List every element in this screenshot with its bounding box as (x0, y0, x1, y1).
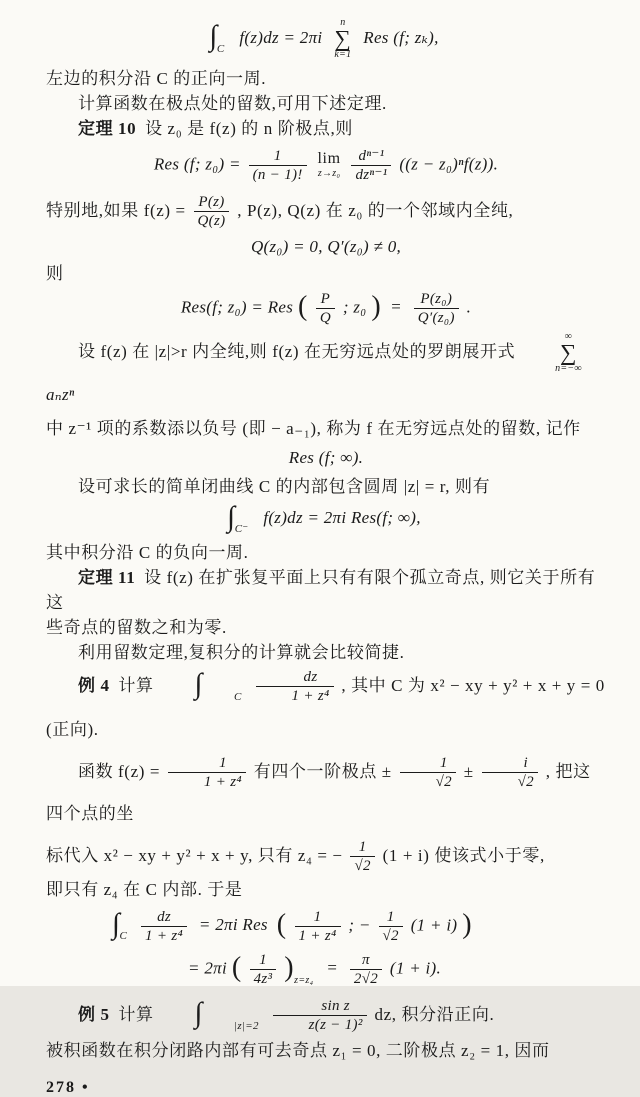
formula-example4-step2 (188, 951, 606, 988)
sigma-icon: ∑ (559, 340, 577, 366)
fraction-denominator: 4z³ (253, 970, 273, 987)
fraction-numerator: P(z₀) (414, 290, 459, 309)
formula-segment: f(z)dz = 2πi Res(f; ∞), (263, 508, 421, 528)
theorem-11 (46, 565, 606, 615)
limit-subscript: z→z₀ (317, 168, 341, 180)
example-5 (46, 994, 606, 1038)
fraction (194, 193, 230, 230)
theorem-10-text: 设 z₀ 是 f(z) 的 n 阶极点,则 (145, 118, 353, 138)
example-5-pre: 计算 (118, 1004, 154, 1024)
paragraph-substitute-coordinates (46, 835, 606, 877)
formula-segment: = 2πi Res (198, 915, 268, 935)
fraction-denominator: Q (319, 309, 331, 326)
summation-symbol (523, 332, 582, 374)
formula-q-conditions (46, 234, 606, 259)
limit-operator (317, 151, 340, 179)
integral-icon: ∫ (209, 20, 218, 53)
fraction (400, 754, 456, 791)
theorem-11-continued: 些奇点的留数之和为零. (46, 617, 227, 637)
paragraph-four-poles (46, 751, 606, 835)
fraction-numerator: 1 (168, 754, 246, 773)
formula-segment: (1 + i) (410, 915, 458, 935)
page-number: 278 • (46, 1078, 90, 1096)
fraction-denominator: dzⁿ⁻¹ (355, 166, 388, 183)
fraction-numerator: 1 (295, 908, 341, 927)
theorem-11-text: 设 f(z) 在扩张复平面上只有有限个孤立奇点, 则它关于所有这 (46, 567, 596, 612)
fraction-denominator: √2 (354, 858, 371, 875)
fraction-denominator: (n − 1)! (252, 166, 303, 183)
fraction (482, 754, 538, 791)
fraction-denominator: 1 + z⁴ (291, 688, 330, 705)
fraction (351, 147, 391, 184)
fraction (168, 754, 246, 791)
fraction-denominator: Q′(z₀) (417, 309, 455, 326)
formula-res-infinity (46, 445, 606, 470)
fraction-numerator: 1 (400, 754, 456, 773)
equals-sign: = (326, 958, 339, 978)
fraction (256, 668, 334, 705)
paragraph-using-residue-theorem: 利用留数定理,复积分的计算就会比较简捷. (78, 642, 405, 662)
example-4-label: 例 4 (78, 675, 110, 695)
fraction-numerator: dz (256, 668, 334, 687)
fraction-numerator: dz (141, 908, 187, 927)
fraction-numerator: P(z) (194, 193, 230, 212)
formula-segment: Res(f; z₀) = Res (180, 297, 294, 317)
formula-example4-step1 (112, 908, 606, 945)
fraction-denominator: √2 (435, 774, 452, 791)
theorem-10-label: 定理 10 (78, 118, 137, 138)
text-segment: 特别地,如果 f(z) = (46, 200, 186, 220)
sum-upper-limit: n (340, 17, 346, 28)
fraction-numerator: 1 (249, 147, 307, 166)
paragraph-integrand-singularities: 被积函数在积分闭路内部有可去奇点 z₁ = 0, 二阶极点 z₂ = 1, 因而 (46, 1040, 550, 1060)
text-segment: , P(z), Q(z) 在 z₀ 的一个邻域内全纯, (237, 200, 514, 220)
integral-lower-bound: |z|=2 (234, 1019, 259, 1032)
example-4-pre: 计算 (118, 675, 154, 695)
integral-lower-bound: C (234, 690, 242, 703)
paragraph-only-z4-inside: 即只有 z₄ 在 C 内部. 于是 (46, 879, 243, 899)
fraction (250, 951, 277, 988)
fraction-numerator: π (350, 951, 382, 970)
fraction-numerator: dⁿ⁻¹ (351, 147, 391, 166)
integral-icon: ∫ (112, 907, 121, 940)
paragraph-then: 则 (46, 263, 64, 283)
formula-segment: ; − (348, 915, 371, 935)
limit-text: lim (317, 150, 341, 168)
integral-lower-bound: C⁻ (234, 523, 249, 536)
fraction-numerator: 1 (250, 951, 277, 970)
formula-segment: Res (f; zₖ), (363, 27, 439, 47)
example-4 (46, 665, 606, 751)
left-paren: ( (298, 290, 308, 322)
example-4-post: , 其中 C 为 x² − xy + y² + x + y = 0 (正向). (46, 675, 605, 739)
example-5-label: 例 5 (78, 1004, 110, 1024)
formula-segment: aₙzⁿ (46, 384, 75, 404)
fraction (273, 997, 367, 1034)
fraction (295, 908, 341, 945)
formula-segment: Res (f; ∞). (288, 447, 364, 467)
fraction-denominator: 2√2 (353, 970, 379, 987)
fraction (379, 908, 403, 945)
integral-lower-bound: C (119, 930, 128, 943)
formula-segment: f(z)dz = 2πi (239, 27, 323, 47)
integral-lower-bound: C (216, 42, 225, 55)
evaluation-subscript: z=z₄ (294, 975, 314, 987)
paragraph-negative-coefficient: 中 z⁻¹ 项的系数添以负号 (即 − a₋₁), 称为 f 在无穷远点处的留数, 记作 (46, 418, 581, 438)
plus-minus-sign: ± (463, 761, 474, 781)
sigma-icon: ∑ (334, 26, 352, 51)
fraction (316, 290, 335, 327)
text-segment: (1 + i) 使该式小于零, (382, 845, 545, 865)
formula-residue-theorem (46, 18, 606, 60)
formula-segment: Q(z₀) = 0, Q′(z₀) ≠ 0, (250, 236, 402, 256)
fraction-numerator: sin z (273, 997, 367, 1016)
theorem-11-label: 定理 11 (78, 567, 136, 587)
right-paren: ) (284, 951, 295, 983)
fraction (414, 290, 459, 327)
fraction-denominator: 1 + z⁴ (298, 927, 337, 944)
formula-segment: Res (f; z₀) = (153, 154, 241, 174)
paragraph-negative-direction: 其中积分沿 C 的负向一周. (46, 542, 249, 562)
formula-segment: = 2πi (188, 958, 227, 978)
summation-symbol (334, 18, 351, 60)
paragraph-positive-direction: 左边的积分沿 C 的正向一周. (46, 68, 267, 88)
paragraph-compute-residues: 计算函数在极点处的留数,可用下述定理. (78, 93, 387, 113)
left-paren: ( (276, 908, 287, 940)
left-paren: ( (231, 951, 242, 983)
fraction-numerator: P (316, 290, 335, 309)
fraction (141, 908, 187, 945)
fraction-denominator: z(z − 1)² (308, 1017, 363, 1034)
integral-icon: ∫ (194, 997, 204, 1030)
fraction-denominator: Q(z) (197, 213, 226, 230)
paragraph-special-case (46, 190, 606, 232)
fraction (350, 951, 382, 988)
fraction-numerator: 1 (350, 838, 374, 857)
fraction-denominator: √2 (517, 774, 534, 791)
equals-sign: = (390, 297, 402, 317)
formula-nth-order-pole (46, 147, 606, 184)
text-segment: 标代入 x² − xy + y² + x + y, 只有 z₄ = − (46, 845, 343, 865)
formula-segment: ; z₀ (342, 297, 367, 317)
formula-simple-pole-residue (46, 290, 606, 327)
fraction-numerator: i (482, 754, 538, 773)
right-paren: ) (371, 290, 382, 322)
integral-icon: ∫ (194, 668, 204, 701)
example-5-post: dz, 积分沿正向. (374, 1004, 495, 1024)
paragraph-rectifiable-curve: 设可求长的简单闭曲线 C 的内部包含圆周 |z| = r, 则有 (78, 476, 491, 496)
formula-segment: (1 + i). (389, 958, 442, 978)
integral-icon: ∫ (227, 500, 236, 533)
sum-lower-limit: n=−∞ (555, 362, 582, 374)
text-segment: , 把这四个点的坐 (46, 761, 591, 823)
formula-segment: ((z − z₀)ⁿf(z)). (399, 154, 499, 174)
sum-upper-limit: ∞ (564, 331, 573, 343)
formula-integral-infinity (46, 500, 606, 536)
fraction-denominator: 1 + z⁴ (203, 774, 242, 791)
text-segment: 有四个一阶极点 ± (253, 761, 392, 781)
text-segment: 函数 f(z) = (78, 761, 161, 781)
fraction (350, 838, 374, 875)
fraction-denominator: √2 (382, 927, 399, 944)
theorem-10 (46, 116, 606, 141)
fraction (249, 147, 307, 184)
formula-segment: . (466, 297, 472, 317)
fraction-numerator: 1 (379, 908, 403, 927)
text-segment: 设 f(z) 在 |z|>r 内全纯,则 f(z) 在无穷远点处的罗朗展开式 (78, 341, 516, 361)
paragraph-laurent-expansion (46, 331, 606, 416)
sum-lower-limit: k=1 (334, 48, 352, 60)
fraction-denominator: 1 + z⁴ (145, 927, 184, 944)
right-paren: ) (462, 908, 473, 940)
